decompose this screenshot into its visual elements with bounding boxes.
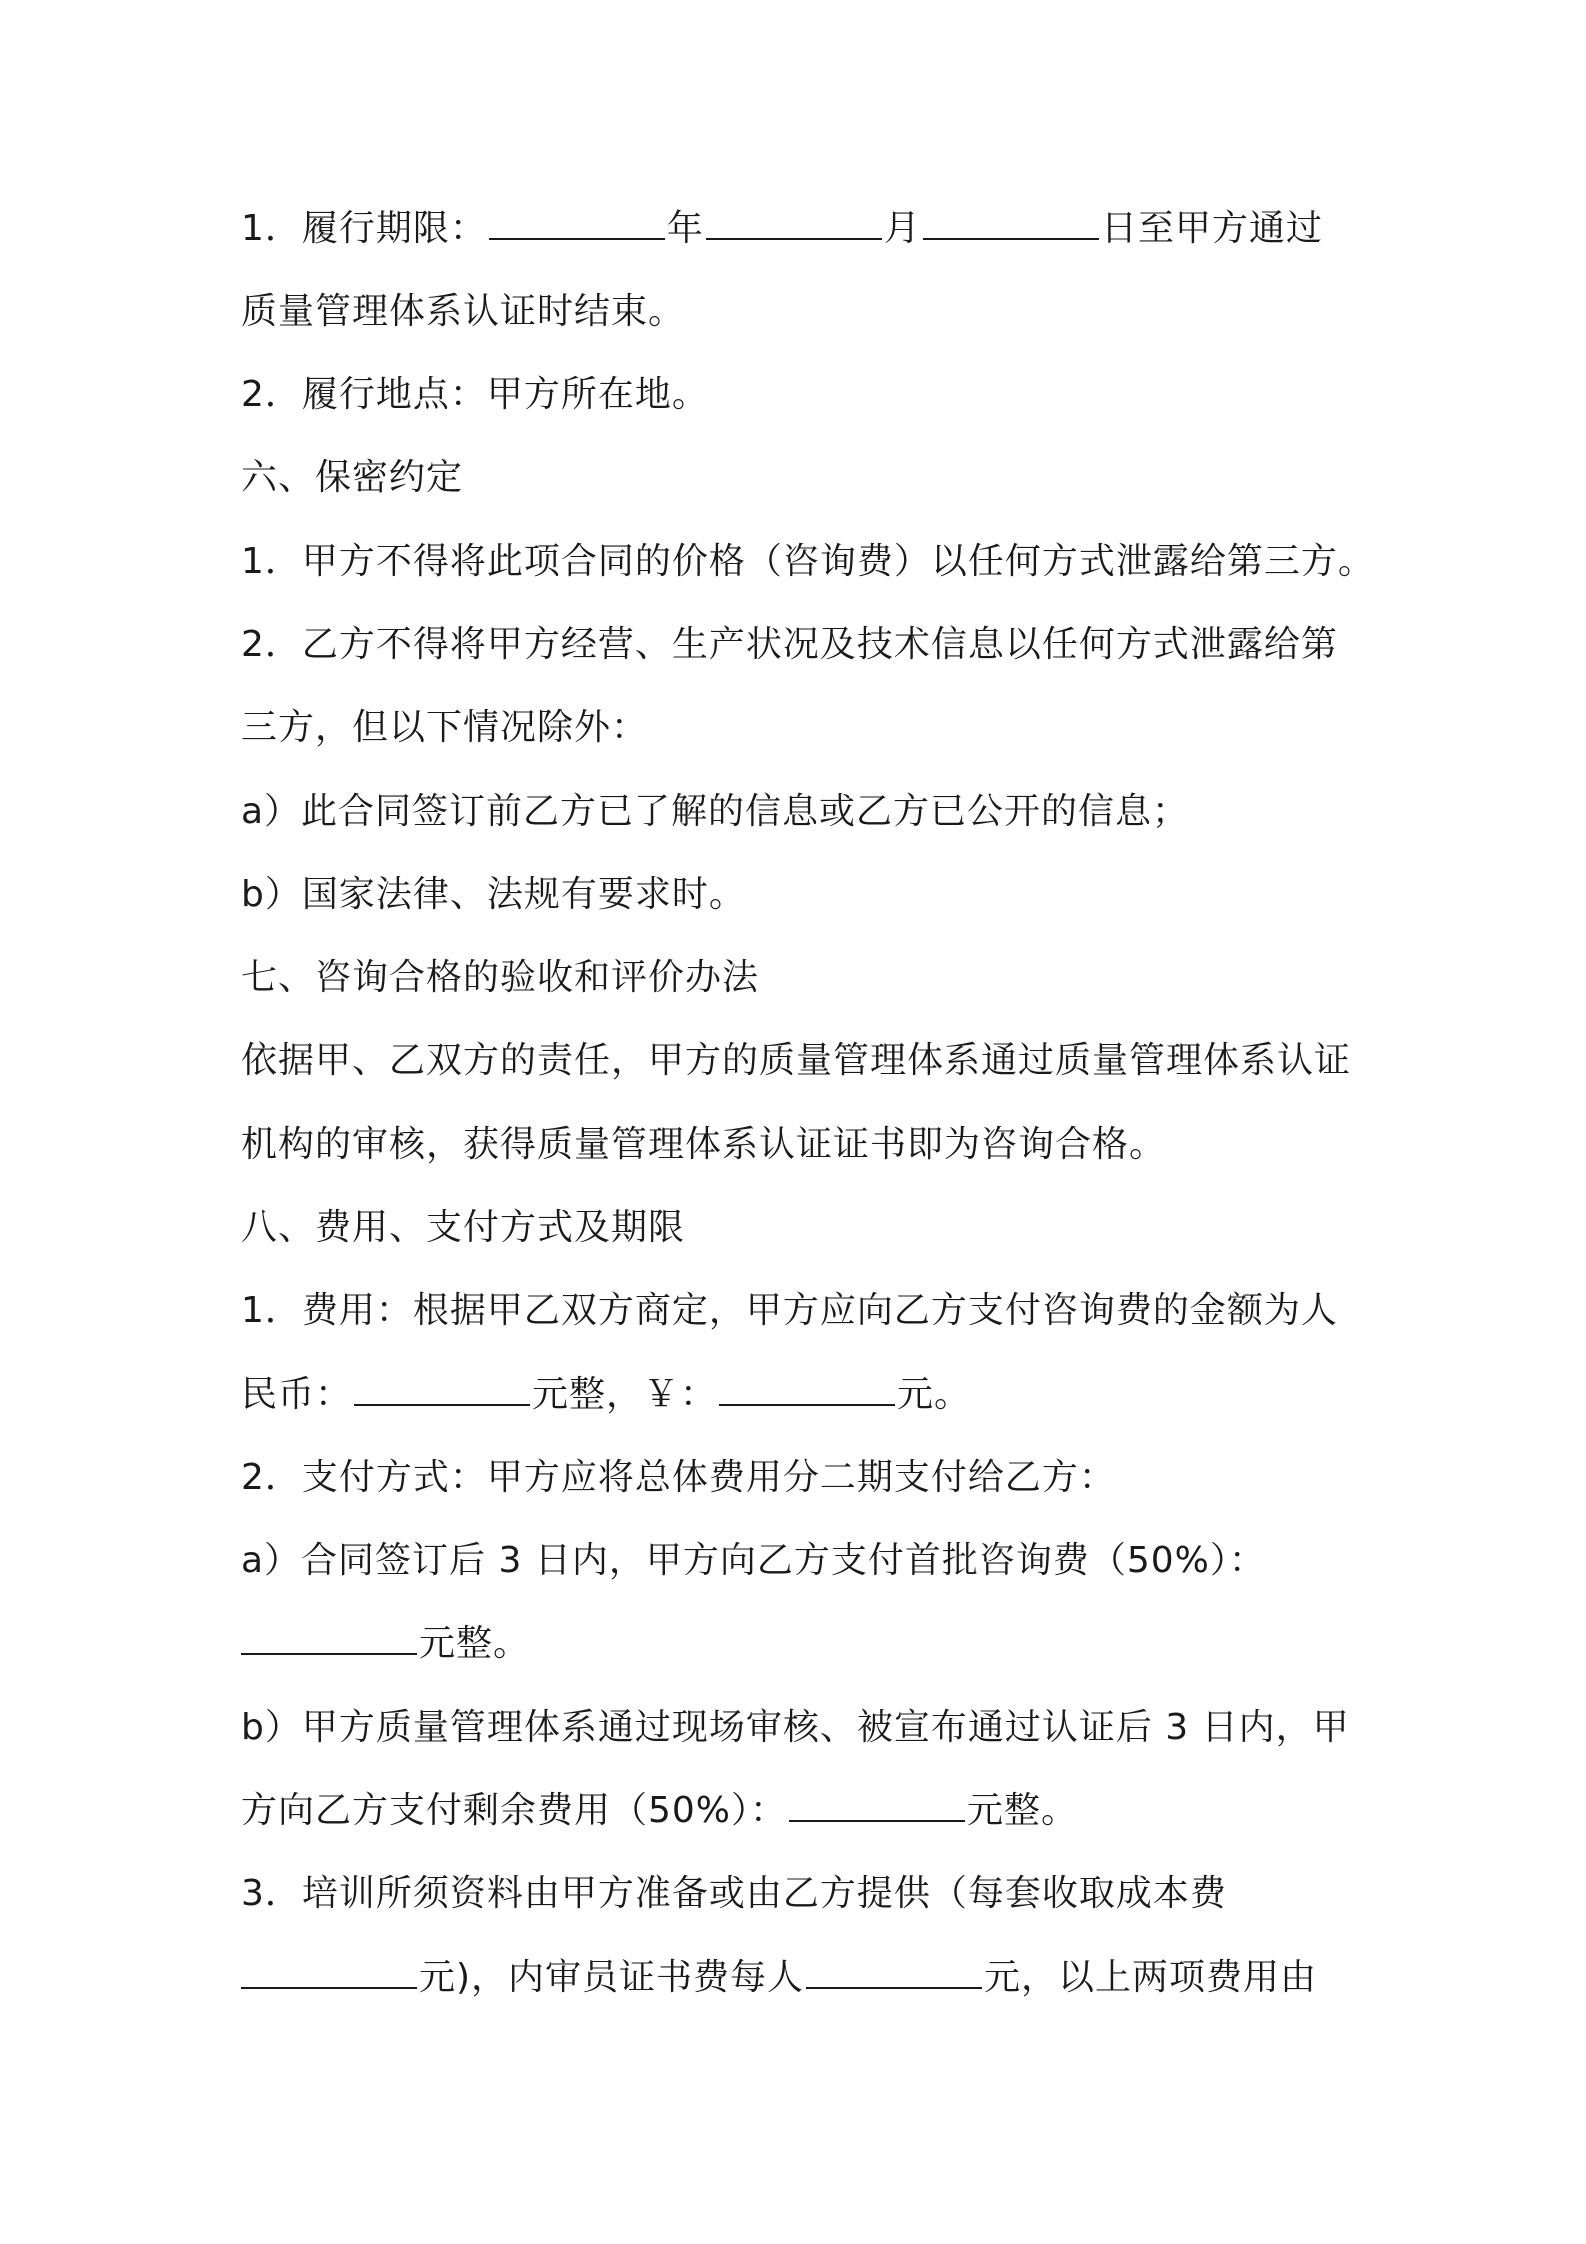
term-period-line	[241, 207, 1361, 251]
blank-field-day[interactable]	[923, 208, 1099, 240]
blank-field-amount-figures[interactable]	[719, 1374, 895, 1406]
blank-field-month[interactable]	[706, 208, 882, 240]
first-payment-line	[241, 1622, 1361, 1666]
paragraph-line: 质量管理体系认证时结束。	[241, 291, 686, 332]
list-item: b）甲方质量管理体系通过现场审核、被宣布通过认证后 3 日内，甲	[241, 1707, 1350, 1748]
section-heading: 六、保密约定	[241, 457, 464, 498]
text-segment: 月	[883, 208, 921, 249]
blank-field-remaining-payment[interactable]	[789, 1790, 965, 1822]
paragraph-line: 2．乙方不得将甲方经营、生产状况及技术信息以任何方式泄露给第	[241, 624, 1338, 665]
paragraph-line: 1．甲方不得将此项合同的价格（咨询费）以任何方式泄露给第三方。	[241, 541, 1375, 582]
list-item: b）国家法律、法规有要求时。	[241, 874, 746, 915]
text-segment: 元，以上两项费用由	[984, 1957, 1318, 1998]
text-segment: 民币：	[241, 1374, 353, 1415]
paragraph-line: 2．支付方式：甲方应将总体费用分二期支付给乙方：	[241, 1457, 1116, 1498]
text-segment: 元。	[897, 1374, 972, 1415]
paragraph-line: 机构的审核，获得质量管理体系认证证书即为咨询合格。	[241, 1124, 1167, 1165]
paragraph-line: 3．培训所须资料由甲方准备或由乙方提供（每套收取成本费	[241, 1873, 1227, 1914]
paragraph-line: 2．履行地点：甲方所在地。	[241, 374, 709, 415]
blank-field-first-payment[interactable]	[241, 1623, 417, 1655]
paragraph-line: 1．费用：根据甲乙双方商定，甲方应向乙方支付咨询费的金额为人	[241, 1290, 1338, 1331]
text-segment: 元整。	[419, 1623, 531, 1664]
training-fee-line	[241, 1956, 1361, 2000]
section-heading: 七、咨询合格的验收和评价办法	[241, 957, 760, 998]
text-segment: 元)，内审员证书费每人	[419, 1957, 805, 1998]
blank-field-certificate-fee[interactable]	[806, 1957, 982, 1989]
text-segment: 元整。	[967, 1790, 1079, 1831]
blank-field-amount-words[interactable]	[354, 1374, 530, 1406]
text-segment: 1．履行期限：	[241, 208, 487, 249]
list-item: a）合同签订后 3 日内，甲方向乙方支付首批咨询费（50%）：	[241, 1540, 1266, 1581]
text-segment: 年	[666, 208, 704, 249]
remaining-payment-line	[241, 1789, 1361, 1833]
text-segment: 元整，￥：	[532, 1374, 718, 1415]
blank-field-material-cost[interactable]	[241, 1957, 417, 1989]
text-segment: 方向乙方支付剩余费用（50%）：	[241, 1790, 788, 1831]
fee-amount-line	[241, 1373, 1361, 1417]
paragraph-line: 依据甲、乙双方的责任，甲方的质量管理体系通过质量管理体系认证	[241, 1040, 1352, 1081]
section-heading: 八、费用、支付方式及期限	[241, 1207, 686, 1248]
blank-field-year[interactable]	[489, 208, 665, 240]
list-item: a）此合同签订前乙方已了解的信息或乙方已公开的信息；	[241, 791, 1190, 832]
paragraph-line: 三方，但以下情况除外：	[241, 707, 649, 748]
text-segment: 日至甲方通过	[1100, 208, 1323, 249]
